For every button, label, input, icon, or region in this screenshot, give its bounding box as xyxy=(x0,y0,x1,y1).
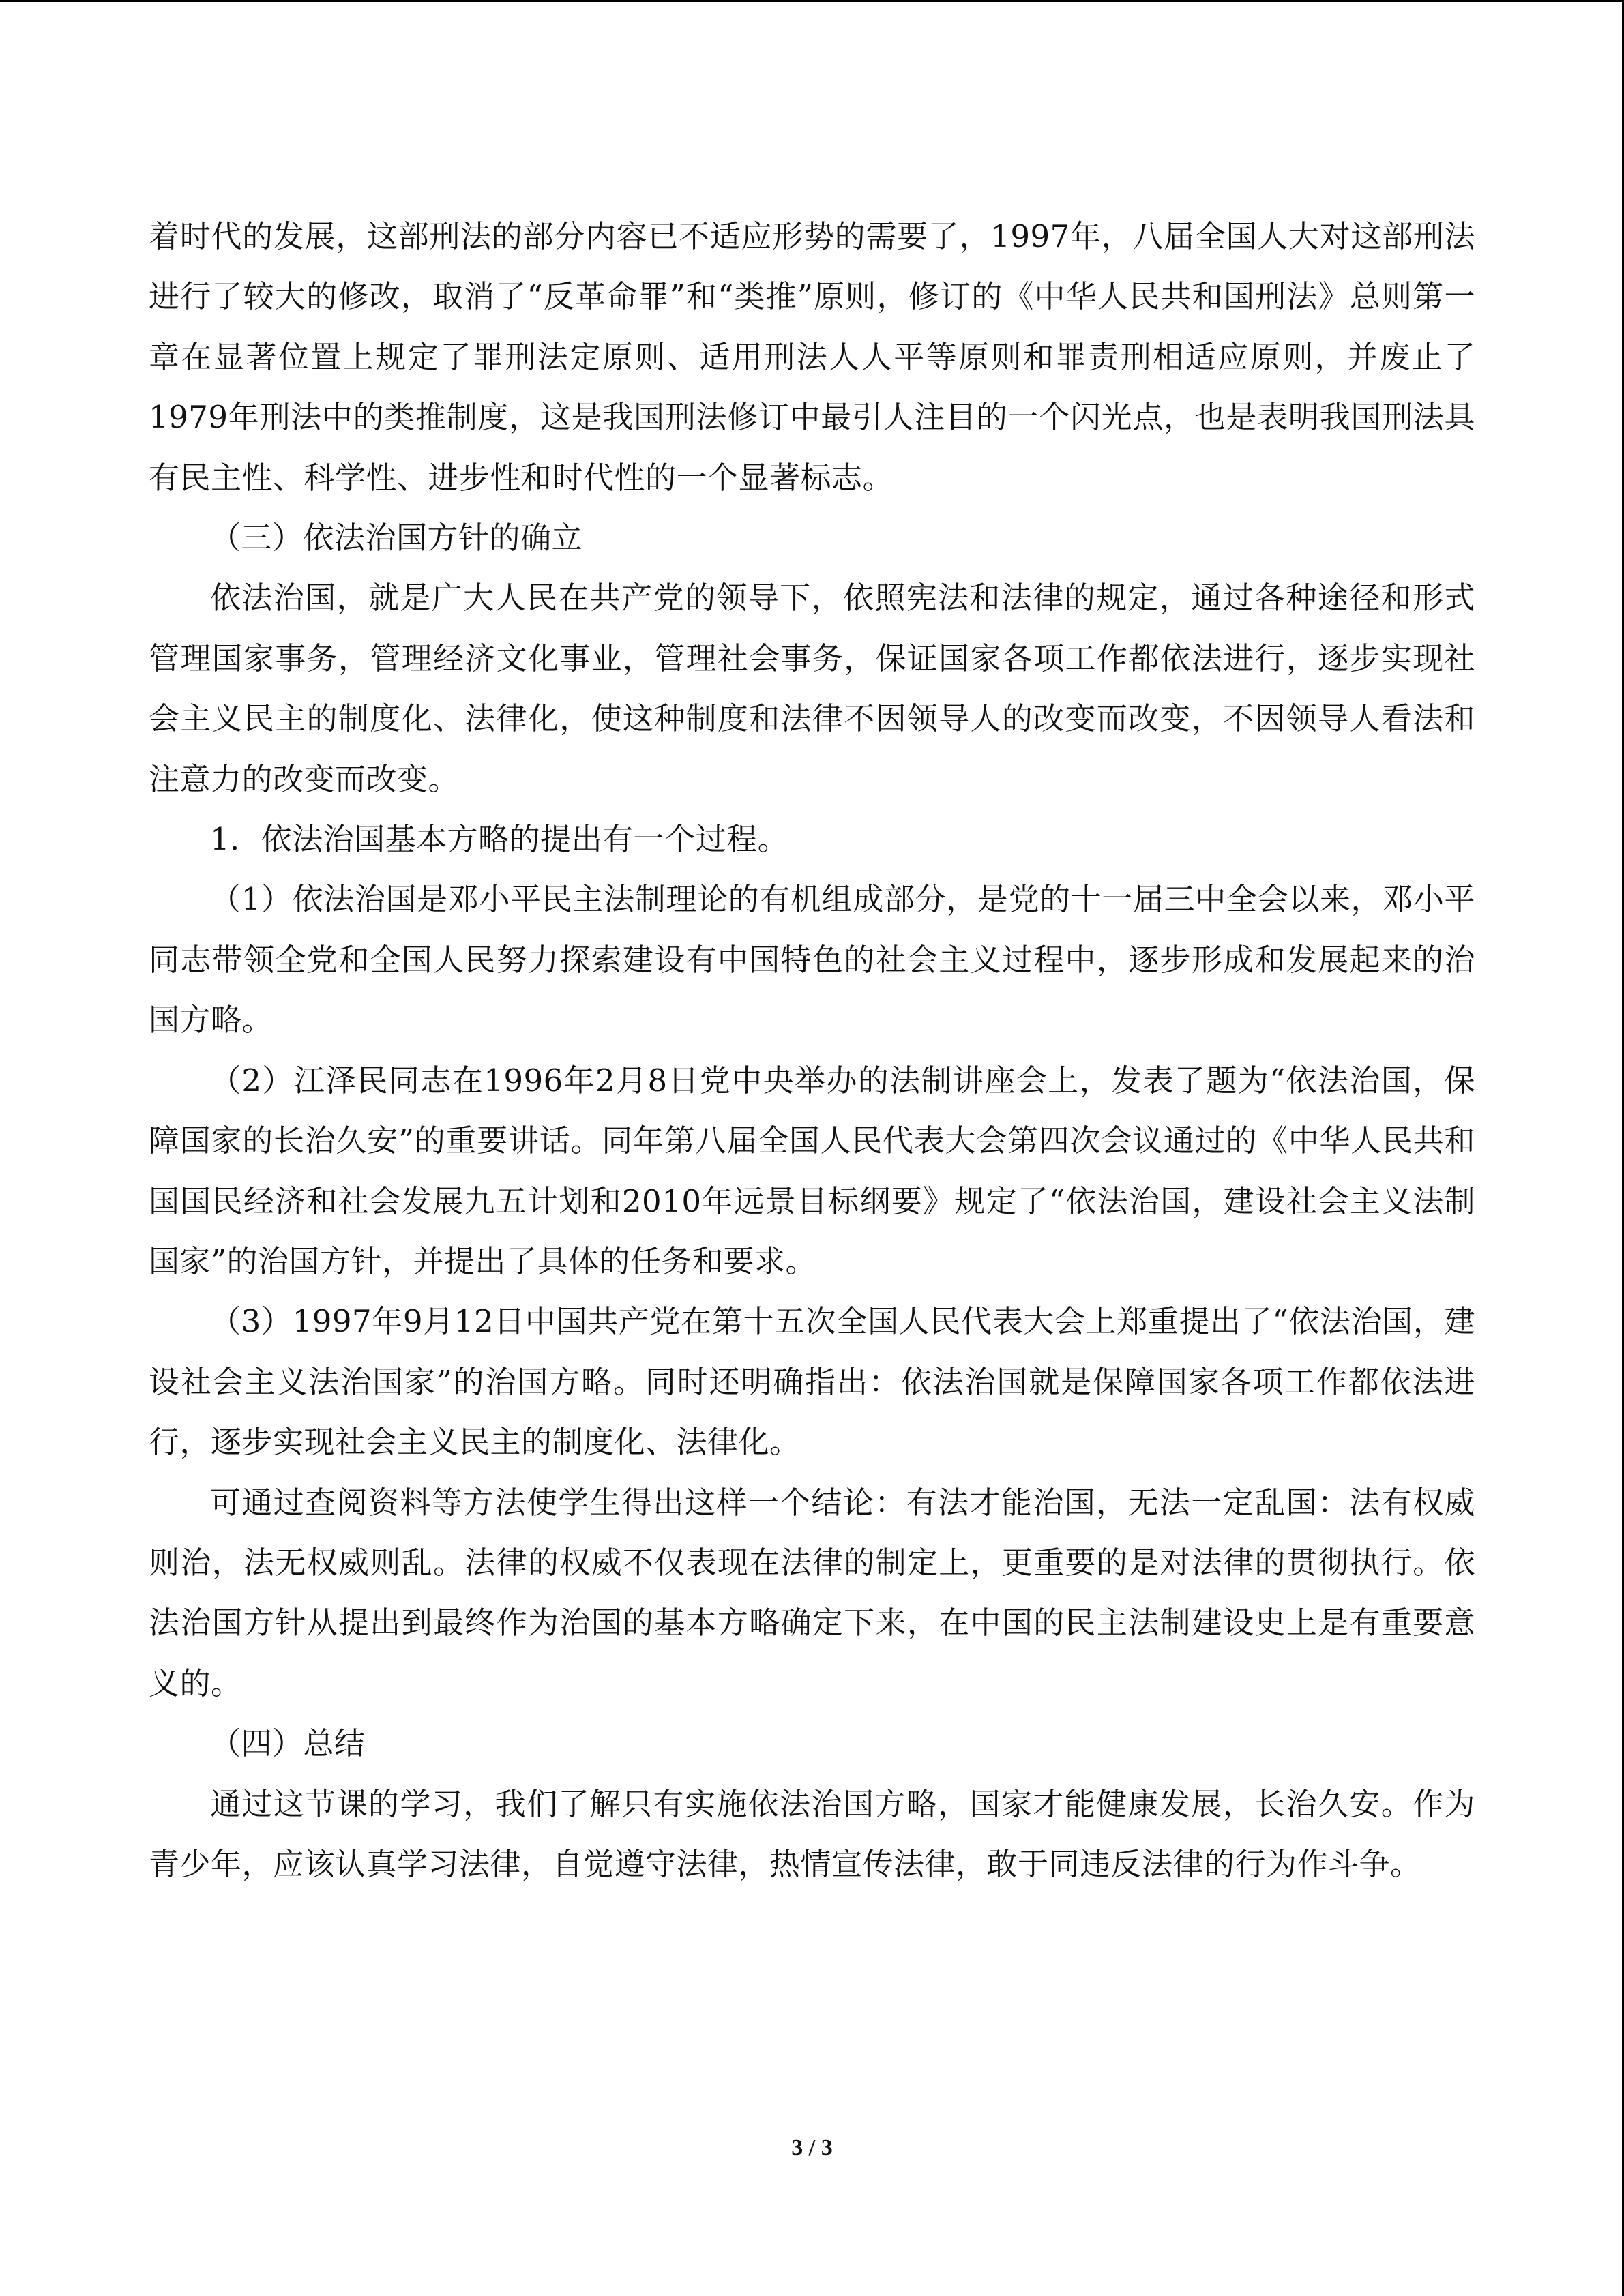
paragraph-summary: 通过这节课的学习，我们了解只有实施依法治国方略，国家才能健康发展，长治久安。作为青少年，应该认真学习法律，自觉遵守法律，热情宣传法律，敢于同违反法律的行为作斗争。 xyxy=(149,1785,1475,1882)
paragraph-conclusion: 可通过查阅资料等方法使学生得出这样一个结论：有法才能治国，无法一定乱国：法有权威则治，法无权威则乱。法律的权威不仅表现在法律的制定上，更重要的是对法律的贯彻执行。依法治国方针从提出到最终作为治国的基本方略确定下来，在中国的民主法制建设史上是有重要意义的。 xyxy=(149,1484,1475,1701)
page-number: 3 / 3 xyxy=(791,2135,833,2160)
subheading-1: 1．依法治国基本方略的提出有一个过程。 xyxy=(210,821,789,858)
section-heading-4: （四）总结 xyxy=(210,1725,366,1762)
section-heading-3: （三）依法治国方针的确立 xyxy=(210,520,583,556)
paragraph-item-1: （1）依法治国是邓小平民主法制理论的有机组成部分，是党的十一届三中全会以来，邓小平同志带领全党和全国人民努力探索建设有中国特色的社会主义过程中，逐步形成和发展起来的治国方略。 xyxy=(149,881,1475,1039)
paragraph-item-2: （2）江泽民同志在1996年2月8日党中央举办的法制讲座会上，发表了题为“依法治国，保障国家的长治久安”的重要讲话。同年第八届全国人民代表大会第四次会议通过的《中华人民共和国国民经济和社会发展九五计划和2010年远景目标纲要》规定了“依法治国，建设社会主义法制国家”的治国方针，并提出了具体的任务和要求。 xyxy=(149,1062,1475,1279)
document-body xyxy=(149,207,1475,1894)
paragraph-continuation: 着时代的发展，这部刑法的部分内容已不适应形势的需要了，1997年，八届全国人大对这部刑法进行了较大的修改，取消了“反革命罪”和“类推”原则，修订的《中华人民共和国刑法》总则第一章在显著位置上规定了罪刑法定原则、适用刑法人人平等原则和罪责刑相适应原则，并废止了1979年刑法中的类推制度，这是我国刑法修订中最引人注目的一个闪光点，也是表明我国刑法具有民主性、科学性、进步性和时代性的一个显著标志。 xyxy=(149,218,1475,496)
paragraph-item-3: （3）1997年9月12日中国共产党在第十五次全国人民代表大会上郑重提出了“依法治国，建设社会主义法治国家”的治国方略。同时还明确指出：依法治国就是保障国家各项工作都依法进行，逐步实现社会主义民主的制度化、法律化。 xyxy=(149,1303,1475,1461)
paragraph-definition: 依法治国，就是广大人民在共产党的领导下，依照宪法和法律的规定，通过各种途径和形式管理国家事务，管理经济文化事业，管理社会事务，保证国家各项工作都依法进行，逐步实现社会主义民主的制度化、法律化，使这种制度和法律不因领导人的改变而改变，不因领导人看法和注意力的改变而改变。 xyxy=(149,580,1475,797)
